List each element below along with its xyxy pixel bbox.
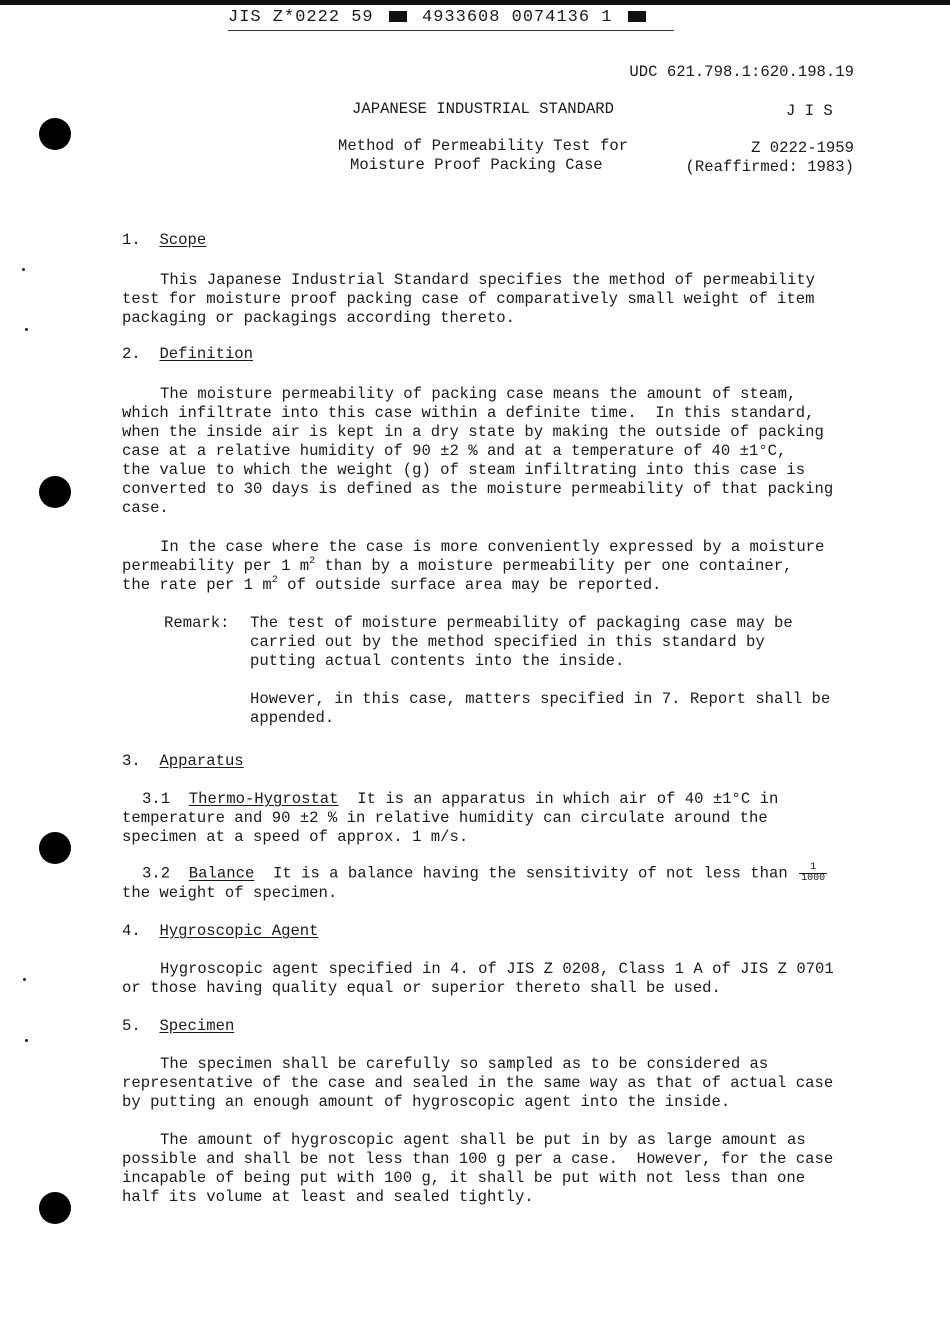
section-heading: 2. Definition: [122, 345, 254, 363]
paragraph-line: which infiltrate into this case within a definite time. In this standard,: [122, 404, 815, 422]
paragraph-line: Hygroscopic agent specified in 4. of JIS Z 0208, Class 1 A of JIS Z 0701: [160, 960, 834, 978]
scan-speck: [25, 1039, 28, 1042]
paragraph-line: The amount of hygroscopic agent shall be put in by as large amount as: [160, 1131, 806, 1149]
standard-number: Z 0222-1959: [751, 139, 854, 157]
paragraph-line: by putting an enough amount of hygroscopic agent into the inside.: [122, 1093, 731, 1111]
paragraph-line: the rate per 1 $m^2$ of outside surface area may be reported.: [122, 575, 662, 594]
paragraph-line: permeability per 1 $m^2$ than by a moisture permeability per one container,: [122, 556, 793, 575]
paragraph-line: This Japanese Industrial Standard specifies the method of permeability: [160, 271, 816, 289]
scan-speck: [25, 328, 28, 331]
paragraph-line: possible and shall be not less than 100 g per a case. However, for the case: [122, 1150, 834, 1168]
binder-hole: [39, 476, 71, 508]
subsection-line: 3.2 Balance It is a balance having the sensitivity of not less than $\frac{1}{1000}$: [142, 862, 826, 884]
remark-line: appended.: [250, 709, 335, 727]
paragraph-line: half its volume at least and sealed tightly.: [122, 1188, 534, 1206]
section-heading: 3. Apparatus: [122, 752, 244, 770]
paragraph-line: specimen at a speed of approx. 1 m/s.: [122, 828, 469, 846]
section-heading: 1. Scope: [122, 231, 207, 249]
title-line-1: Method of Permeability Test for: [338, 137, 629, 155]
paragraph-line: converted to 30 days is defined as the moisture permeability of that packing: [122, 480, 834, 498]
paragraph-line: the value to which the weight (g) of steam infiltrating into this case is: [122, 461, 806, 479]
document-code-header: JIS Z*0222 59 4933608 0074136 1: [228, 8, 650, 27]
black-block-mark: [628, 11, 646, 22]
binder-hole: [39, 1192, 71, 1224]
reaffirmed-year: (Reaffirmed: 1983): [685, 158, 854, 176]
remark-line: carried out by the method specified in this standard by: [250, 633, 765, 651]
paragraph-line: packaging or packagings according thereto.: [122, 309, 516, 327]
top-border: [0, 0, 950, 5]
standard-org: JAPANESE INDUSTRIAL STANDARD: [352, 100, 615, 118]
paragraph-line: test for moisture proof packing case of comparatively small weight of item: [122, 290, 815, 308]
subsection-line: 3.1 Thermo-Hygrostat It is an apparatus in which air of 40 ±1°C in: [142, 790, 779, 808]
paragraph-line: temperature and 90 ±2 % in relative humidity can circulate around the: [122, 809, 768, 827]
section-heading: 5. Specimen: [122, 1017, 235, 1035]
black-block-mark: [389, 11, 407, 22]
paragraph-line: incapable of being put with 100 g, it shall be put with not less than one: [122, 1169, 806, 1187]
paragraph-line: the weight of specimen.: [122, 884, 338, 902]
paragraph-line: or those having quality equal or superior thereto shall be used.: [122, 979, 721, 997]
paragraph-line: The moisture permeability of packing case means the amount of steam,: [160, 385, 797, 403]
jis-mark: J I S: [786, 102, 833, 120]
remark-line: The test of moisture permeability of packaging case may be: [250, 614, 793, 632]
paragraph-line: In the case where the case is more conveniently expressed by a moisture: [160, 538, 825, 556]
udc-number: UDC 621.798.1:620.198.19: [629, 63, 854, 81]
fraction: $\frac{1}{1000}$: [801, 862, 826, 884]
remark-label: Remark:: [164, 614, 230, 632]
paragraph-line: The specimen shall be carefully so sampled as to be considered as: [160, 1055, 769, 1073]
section-heading: 4. Hygroscopic Agent: [122, 922, 319, 940]
binder-hole: [39, 832, 71, 864]
binder-hole: [39, 118, 71, 150]
title-line-2: Moisture Proof Packing Case: [350, 156, 603, 174]
header-rule: [228, 30, 674, 31]
paragraph-line: when the inside air is kept in a dry state by making the outside of packing: [122, 423, 824, 441]
scan-speck: [23, 978, 26, 981]
scan-speck: [22, 268, 25, 271]
remark-line: However, in this case, matters specified in 7. Report shall be: [250, 690, 831, 708]
paragraph-line: representative of the case and sealed in the same way as that of actual case: [122, 1074, 834, 1092]
remark-line: putting actual contents into the inside.: [250, 652, 625, 670]
paragraph-line: case at a relative humidity of 90 ±2 % and at a temperature of 40 ±1°C,: [122, 442, 787, 460]
paragraph-line: case.: [122, 499, 169, 517]
